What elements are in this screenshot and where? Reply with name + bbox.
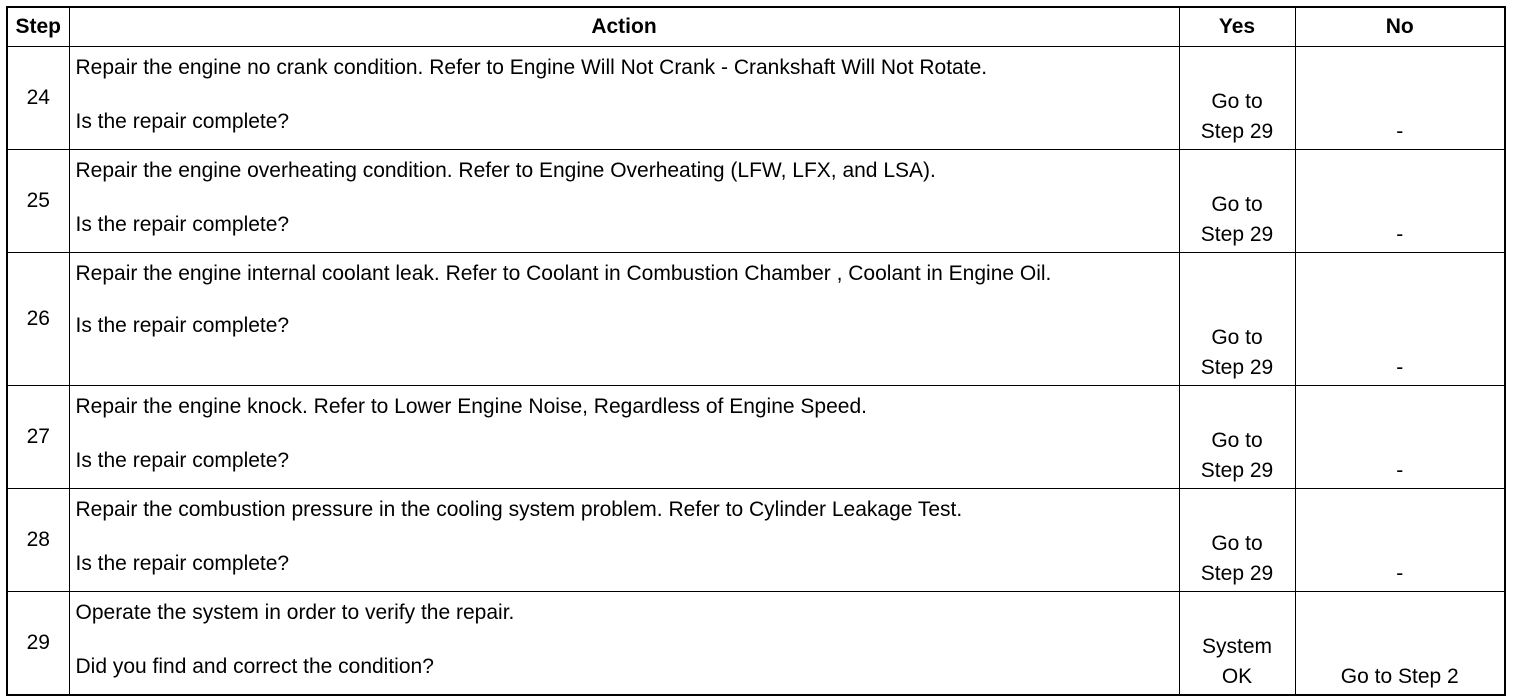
no-cell: - <box>1295 47 1505 150</box>
header-step: Step <box>7 7 69 47</box>
action-cell <box>69 253 1179 386</box>
no-cell: - <box>1295 489 1505 592</box>
action-cell <box>69 592 1179 696</box>
table-row <box>7 386 1505 489</box>
header-no: No <box>1295 7 1505 47</box>
no-cell: Go to Step 2 <box>1295 592 1505 696</box>
no-cell: - <box>1295 150 1505 253</box>
no-cell: - <box>1295 253 1505 386</box>
action-question: Is the repair complete? <box>75 314 290 337</box>
yes-cell <box>1179 150 1295 253</box>
step-number: 29 <box>7 592 69 696</box>
yes-cell <box>1179 253 1295 386</box>
action-instruction: Repair the engine overheating condition. Refer to Engine Overheating (LFW, LFX, and LSA). <box>75 159 936 182</box>
table-row <box>7 47 1505 150</box>
step-number: 26 <box>7 253 69 386</box>
action-cell <box>69 386 1179 489</box>
yes-line-1: Go to <box>1211 326 1263 349</box>
step-number: 24 <box>7 47 69 150</box>
step-number: 25 <box>7 150 69 253</box>
yes-line-2: Step 29 <box>1200 562 1274 585</box>
table-row <box>7 489 1505 592</box>
yes-line-2: Step 29 <box>1200 356 1274 379</box>
yes-line-1: Go to <box>1211 532 1263 555</box>
action-question: Is the repair complete? <box>75 110 290 133</box>
yes-line-2: Step 29 <box>1200 223 1274 246</box>
action-question: Is the repair complete? <box>75 449 290 472</box>
diagnostic-table <box>6 6 1506 696</box>
yes-line-2: Step 29 <box>1200 459 1274 482</box>
step-number: 27 <box>7 386 69 489</box>
action-question: Did you find and correct the condition? <box>75 655 434 678</box>
yes-cell <box>1179 592 1295 696</box>
yes-cell <box>1179 489 1295 592</box>
action-cell <box>69 489 1179 592</box>
action-instruction: Repair the engine knock. Refer to Lower Engine Noise, Regardless of Engine Speed. <box>75 395 867 418</box>
action-instruction: Repair the combustion pressure in the cooling system problem. Refer to Cylinder Leakage Test. <box>75 498 963 521</box>
action-question: Is the repair complete? <box>75 213 290 236</box>
table-row <box>7 253 1505 386</box>
yes-line-2: Step 29 <box>1200 120 1274 143</box>
header-action: Action <box>69 7 1179 47</box>
yes-cell <box>1179 47 1295 150</box>
yes-cell <box>1179 386 1295 489</box>
table-header-row <box>7 7 1505 47</box>
action-instruction: Repair the engine no crank condition. Refer to Engine Will Not Crank - Crankshaft Will Not Rotate. <box>75 56 988 79</box>
yes-line-1: System <box>1201 635 1272 658</box>
action-cell <box>69 47 1179 150</box>
yes-line-1: Go to <box>1211 193 1263 216</box>
yes-line-1: Go to <box>1211 90 1263 113</box>
no-cell: - <box>1295 386 1505 489</box>
action-cell <box>69 150 1179 253</box>
table-row <box>7 150 1505 253</box>
yes-line-1: Go to <box>1211 429 1263 452</box>
yes-line-2: OK <box>1221 665 1253 688</box>
table-row <box>7 592 1505 696</box>
action-question: Is the repair complete? <box>75 552 290 575</box>
action-instruction: Repair the engine internal coolant leak. Refer to Coolant in Combustion Chamber , Coolant in Engine Oil. <box>75 262 1052 285</box>
action-instruction: Operate the system in order to verify the repair. <box>75 601 515 624</box>
header-yes: Yes <box>1179 7 1295 47</box>
step-number: 28 <box>7 489 69 592</box>
